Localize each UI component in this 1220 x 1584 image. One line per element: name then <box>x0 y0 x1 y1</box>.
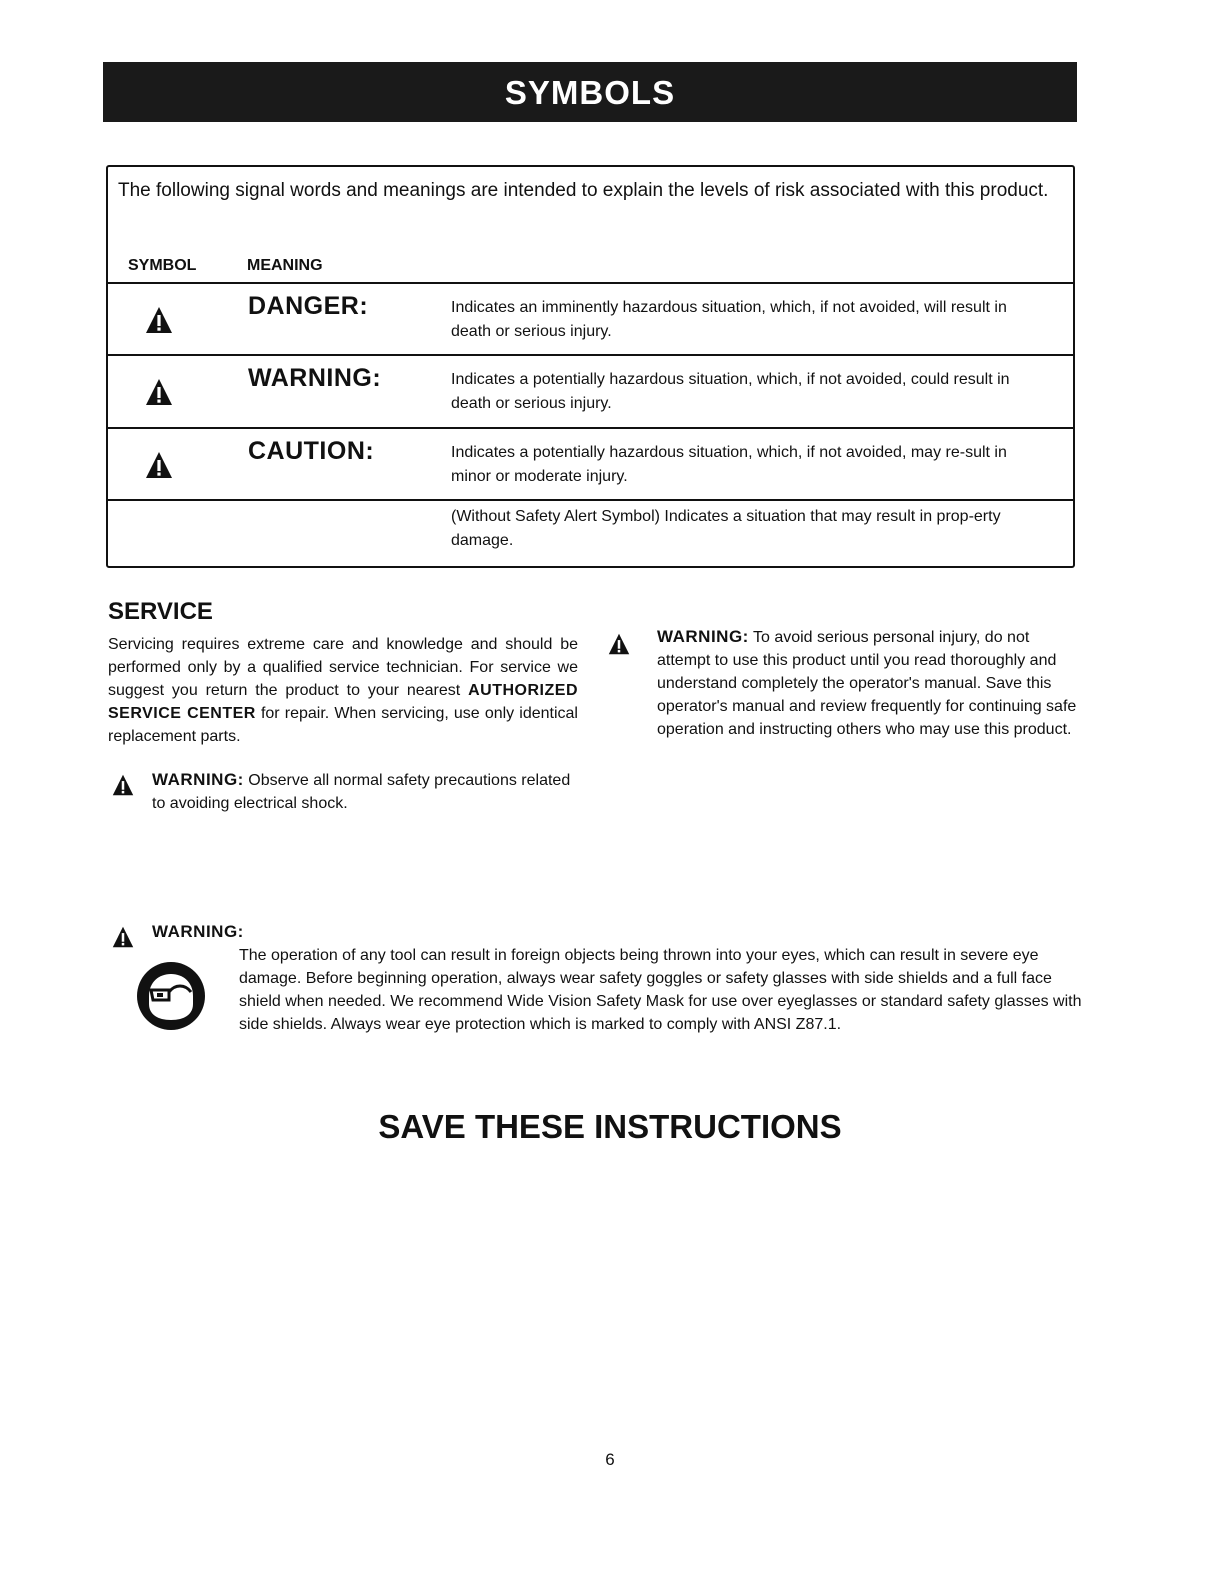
symbol-row-caution <box>108 427 1073 499</box>
column-header-meaning: MEANING <box>247 257 323 274</box>
service-text-part-2: for repair. When servicing, use only identical replacement parts. <box>108 705 578 745</box>
eye-protection-warning <box>112 922 1092 1072</box>
manual-warning <box>608 625 1088 765</box>
eye-warning-text: The operation of any tool can result in foreign objects being thrown into your eyes, which can result in severe eye damage. Before beginning operation, always wear safety goggles or safety glasses with side shields and a full face shield when needed. We recommend Wide Vision Safety Mask for use over eyeglasses or standard safety glasses with side shields. Always wear eye protection which is marked to comply with ANSI Z87.1. <box>239 947 1082 1033</box>
symbol-row-notice <box>108 499 1073 568</box>
signal-word-danger: DANGER: <box>248 292 369 320</box>
safety-glasses-icon <box>135 960 207 1032</box>
electrical-warning-text: Observe all normal safety precautions related to avoiding electrical shock. <box>152 772 571 812</box>
warning-label: WARNING: <box>152 770 244 789</box>
signal-word-warning: WARNING: <box>248 364 382 392</box>
symbol-row-danger <box>108 282 1073 354</box>
alert-triangle-icon <box>112 926 134 948</box>
symbols-intro: The following signal words and meanings are intended to explain the levels of risk associated with this product. <box>118 180 1049 201</box>
symbols-table <box>106 165 1075 568</box>
electrical-warning <box>112 768 582 828</box>
save-instructions-heading: SAVE THESE INSTRUCTIONS <box>378 1108 842 1145</box>
alert-triangle-icon <box>112 774 134 796</box>
column-header-symbol: SYMBOL <box>128 257 197 274</box>
service-paragraph <box>108 633 578 748</box>
alert-triangle-icon <box>145 306 173 334</box>
meaning-warning: Indicates a potentially hazardous situation, which, if not avoided, could result in death or serious injury. <box>451 371 1010 412</box>
symbols-banner: SYMBOLS <box>103 62 1077 122</box>
service-text-part-1: Servicing requires extreme care and knowledge and should be performed only by a qualified service technician. For service we suggest you return the product to your nearest <box>108 636 578 699</box>
authorized-service-center: AUTHORIZED SERVICE CENTER <box>108 682 578 722</box>
signal-word-caution: CAUTION: <box>248 437 375 465</box>
page-number: 6 <box>605 1450 615 1469</box>
meaning-notice: (Without Safety Alert Symbol) Indicates a situation that may result in prop-erty damage. <box>451 508 1001 549</box>
alert-triangle-icon <box>145 378 173 406</box>
manual-warning-text: To avoid serious personal injury, do not attempt to use this product until you read thoroughly and understand completely the operator's manual. Save this operator's manual and review frequently for continuing safe operation and instructing others who may use this product. <box>657 629 1077 738</box>
warning-label: WARNING: <box>657 627 749 646</box>
service-heading: SERVICE <box>108 598 213 625</box>
alert-triangle-icon <box>608 633 630 655</box>
meaning-danger: Indicates an imminently hazardous situation, which, if not avoided, will result in death or serious injury. <box>451 299 1007 340</box>
symbol-row-warning <box>108 354 1073 427</box>
meaning-caution: Indicates a potentially hazardous situation, which, if not avoided, may re-sult in minor or moderate injury. <box>451 444 1007 485</box>
warning-label: WARNING: <box>152 922 244 941</box>
alert-triangle-icon <box>145 451 173 479</box>
